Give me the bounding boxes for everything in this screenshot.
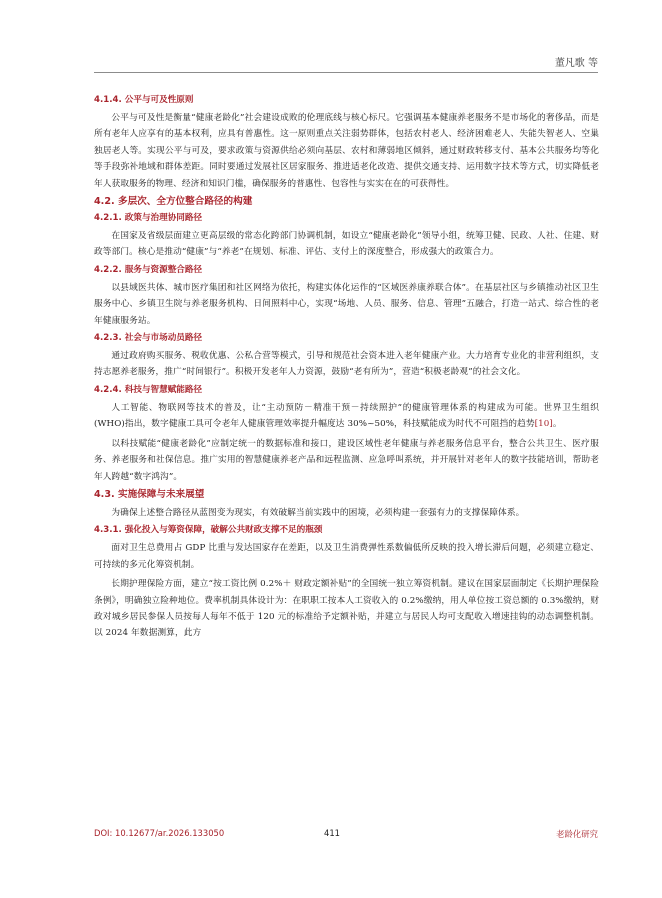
paragraph-tail: 。 xyxy=(552,419,562,430)
page-number: 411 xyxy=(324,828,340,838)
paragraph xyxy=(94,436,599,485)
subsection-heading xyxy=(94,384,599,397)
section-heading xyxy=(94,195,599,209)
subsection-heading xyxy=(94,212,599,225)
journal-name: 老龄化研究 xyxy=(556,829,598,839)
paragraph-text: 4.2.1. 政策与治理协同路径 xyxy=(94,213,203,224)
doi-link[interactable]: DOI: 10.12677/ar.2026.133050 xyxy=(94,828,225,838)
paragraph-text: 通过政府购买服务、税收优惠、公私合营等模式，引导和规范社会资本进入老年健康产业。大力培育专业化的非营利组织，支持志愿养老服务，推广“时间银行”。积极开发老年人力资源，鼓励“老有所为”，营造“积极老龄观”的社会文化。 xyxy=(94,351,599,378)
header-divider xyxy=(94,72,598,73)
article-body xyxy=(94,94,599,645)
paragraph xyxy=(94,540,599,573)
paragraph xyxy=(94,576,599,642)
paragraph-text: 在国家及省级层面建立更高层级的常态化跨部门协调机制，如设立“健康老龄化”领导小组，统筹卫健、民政、人社、住建、财政等部门。核心是推动“健康”与“养老”在规划、标准、评估、支付上的深度整合，形成强大的政策合力。 xyxy=(94,231,599,258)
paragraph-text: 4.1.4. 公平与可及性原则 xyxy=(94,95,194,105)
paragraph-text: 4.2.3. 社会与市场动员路径 xyxy=(94,333,203,344)
paragraph-text: 以科技赋能“健康老龄化”应制定统一的数据标准和接口，建设区域性老年健康与养老服务信息平台，整合公共卫生、医疗服务、养老服务和社保信息。推广实用的智慧健康养老产品和远程监测、应急呼叫系统，并开展针对老年人的数字技能培训，帮助老年人跨越“数字鸿沟”。 xyxy=(94,438,599,482)
subsection-heading xyxy=(94,524,599,537)
paragraph xyxy=(94,110,599,192)
paragraph-text: 4.3. 实施保障与未来展望 xyxy=(94,488,205,500)
paragraph xyxy=(94,280,599,329)
paragraph-text: 面对卫生总费用占 GDP 比重与发达国家存在差距，以及卫生消费弹性系数偏低所反映的投入增长滞后问题，必须建立稳定、可持续的多元化筹资机制。 xyxy=(94,543,599,570)
paragraph-text: 公平与可及性是衡量“健康老龄化”社会建设成败的伦理底线与核心标尺。它强调基本健康养老服务不是市场化的奢侈品，而是所有老年人应享有的基本权利，应具有普惠性。这一原则重点关注弱势群体，包括农村老人、经济困难老人、失能失智老人、空巢独居老人等。实现公平与可及，要求政策与资源供给必须向基层、农村和薄弱地区倾斜，通过财政转移支付、基本公共服务均等化等手段弥补地域和群体差距。同时要通过发展社区居家服务、推进适老化改造、提供交通支持、运用数字技术等方式，切实降低老年人获取服务的物理、经济和知识门槛，确保服务的普惠性、包容性与实实在在的可获得性。 xyxy=(94,113,599,189)
paragraph-text: 人工智能、物联网等技术的普及，让“主动预防－精准干预－持续照护”的健康管理体系的构建成为可能。世界卫生组织(WHO)指出，数字健康工具可令老年人健康管理效率提升幅度达 30%~50%，科技赋能成为时代不可阻挡的趋势 xyxy=(94,402,599,430)
citation-link[interactable]: [10] xyxy=(534,419,553,430)
subsection-heading xyxy=(94,332,599,345)
paragraph-text: 以县域医共体、城市医疗集团和社区网络为依托，构建实体化运作的“区域医养康养联合体”。在基层社区与乡镇推动社区卫生服务中心、乡镇卫生院与养老服务机构、日间照料中心，实现“场地、人员、服务、信息、管理”五融合，打造一站式、综合性的老年健康服务站。 xyxy=(94,282,599,326)
paragraph xyxy=(94,505,599,521)
paragraph xyxy=(94,348,599,381)
paragraph-text: 4.2.2. 服务与资源整合路径 xyxy=(94,264,203,275)
subsection-heading xyxy=(94,264,599,277)
paragraph-text: 为确保上述整合路径从蓝图变为现实，有效破解当前实践中的困境，必须构建一套强有力的支撑保障体系。 xyxy=(111,507,525,518)
paragraph-text: 4.3.1. 强化投入与筹资保障，破解公共财政支撑不足的瓶颈 xyxy=(94,525,323,536)
paragraph-text: 4.2. 多层次、全方位整合路径的构建 xyxy=(94,196,253,208)
paragraph-text: 4.2.4. 科技与智慧赋能路径 xyxy=(94,384,203,395)
paragraph xyxy=(94,228,599,261)
page-header-authors: 董凡歌 等 xyxy=(554,58,598,69)
paragraph xyxy=(94,400,599,433)
paragraph-text: 长期护理保险方面，建立“按工资比例 0.2%＋ 财政定额补贴”的全国统一独立筹资机制。建议在国家层面制定《长期护理保险条例》，明确独立险种地位。费率机制具体设计为：在职职工按本人工资收入的 0.2%缴纳，用人单位按工资总额的 0.3%缴纳，财政对城乡居民参保人员按每人每年不低于 120 元的标准给予定额补贴，并建立与居民人均可支配收入增速挂钩的动态调整机制。以 2024 年数据测算，此方 xyxy=(94,579,599,639)
section-heading xyxy=(94,488,599,502)
subsection-heading xyxy=(94,94,599,107)
